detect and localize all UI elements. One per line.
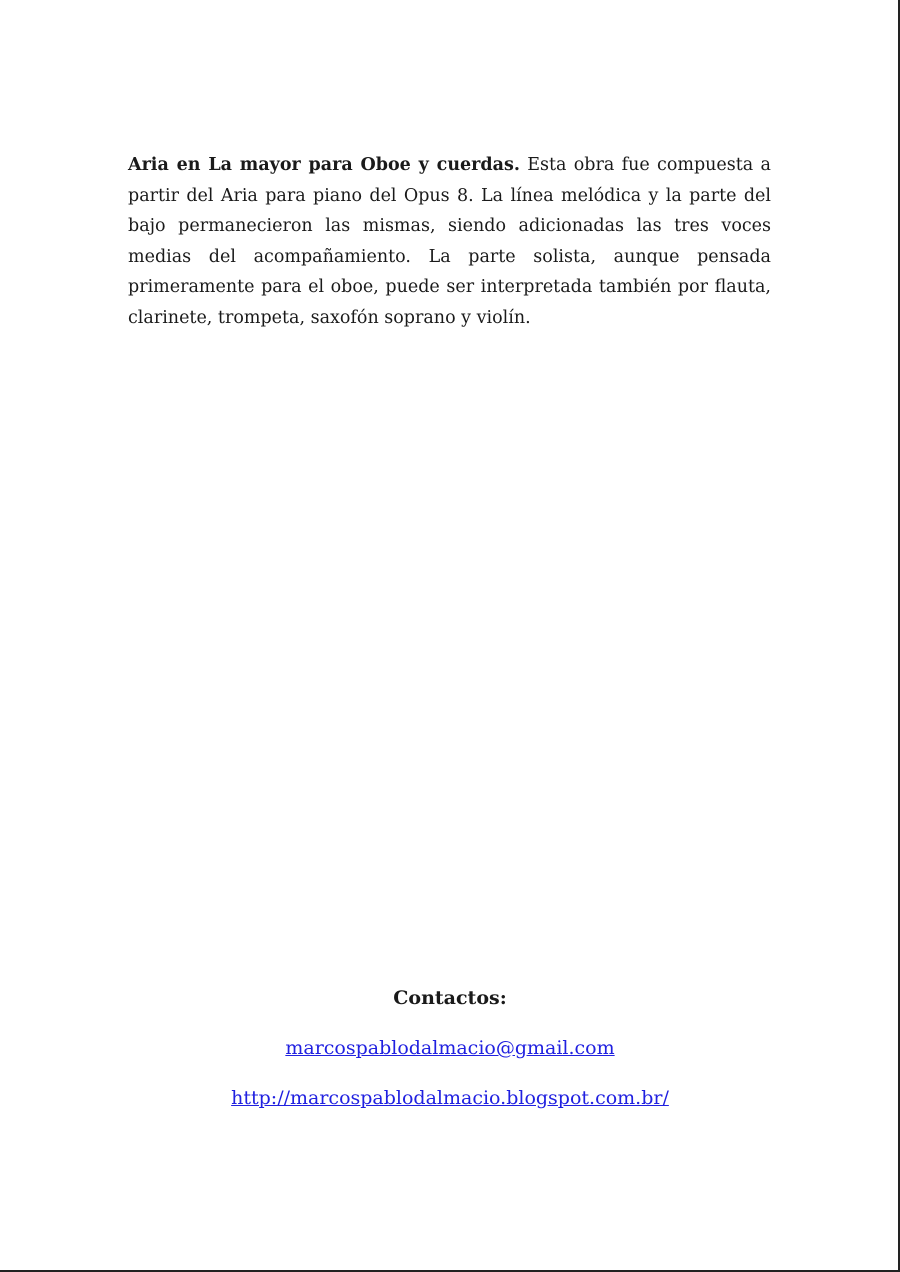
work-title: Aria en La mayor para Oboe y cuerdas. — [128, 155, 520, 175]
work-description — [128, 150, 771, 334]
work-description-text: Esta obra fue compuesta a partir del Aria para piano del Opus 8. La línea melódica y la parte del bajo permanecieron las mismas, siendo adicionadas las tres voces medias del acompañamiento. La parte solista, aunque pensada primeramente para el oboe, puede ser interpretada también por flauta, clarinete, trompeta, saxofón soprano y violín. — [128, 155, 771, 328]
contacts-heading: Contactos: — [393, 987, 507, 1009]
email-link[interactable]: marcospablodalmacio@gmail.com — [285, 1037, 615, 1059]
blog-link[interactable]: http://marcospablodalmacio.blogspot.com.br/ — [231, 1087, 669, 1109]
contacts-section — [0, 982, 900, 1114]
